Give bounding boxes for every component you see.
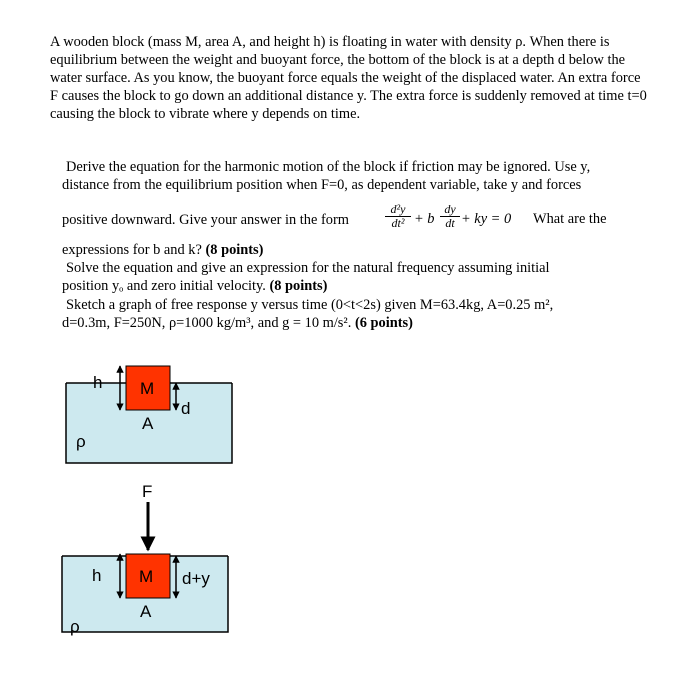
question-line-3: positive downward. Give your answer in the form [62, 212, 349, 228]
tank-top [66, 366, 232, 463]
question-line-4: expressions for b and k? (8 points) [62, 242, 264, 258]
label-m-top: M [140, 379, 155, 398]
label-dy-bottom: d+y [182, 569, 210, 588]
question-line-7: Sketch a graph of free response y versus time (0<t<2s) given M=63.4kg, A=0.25 m², [66, 297, 554, 313]
points-2: (8 points) [269, 278, 328, 294]
question-line-3-tail: What are the [533, 211, 607, 227]
equation-fraction-first-derivative: $\frac{dy}{dt}$ [440, 203, 460, 230]
label-h-top: h [93, 373, 103, 392]
question-line-2: distance from the equilibrium position when F=0, as dependent variable, take y and forces [62, 177, 582, 193]
question-line-1: Derive the equation for the harmonic motion of the block if friction may be ignored. Use y, [66, 159, 591, 175]
label-d-top: d [181, 399, 191, 418]
question-line-6: position yₒ and zero initial velocity. (8 points) [62, 278, 328, 294]
question-line-8: d=0.3m, F=250N, ρ=1000 kg/m³, and g = 10 m/s². (6 points) [62, 315, 413, 331]
equation-fraction-second-derivative: $\frac{\text{d²y}}{\text{dt²}}$ [385, 203, 411, 230]
label-rho-top: ρ [76, 432, 86, 451]
label-a-bottom: A [140, 602, 152, 621]
points-1: (8 points) [205, 242, 264, 258]
label-m-bottom: M [139, 567, 154, 586]
question-line-5: Solve the equation and give an expression for the natural frequency assuming initial [66, 260, 550, 276]
label-rho-bottom: ρ [70, 617, 80, 636]
tank-bottom [62, 482, 228, 636]
label-force: F [142, 482, 153, 501]
equation-plus-b: + b [414, 211, 435, 227]
equation-tail: + ky = 0 [461, 211, 512, 227]
problem-intro: A wooden block (mass M, area A, and height h) is floating in water with density ρ. When there is equilibrium between the weight and buoyant force, the bottom of the block is at a depth d below the water surface. As you know, the buoyant force equals the weight of the displaced water. An extra force F causes the block to go down an additional distance y. The extra force is suddenly removed at time t=0 causing the block to vibrate where y depends on time. [50, 34, 647, 122]
label-h-bottom: h [92, 566, 102, 585]
label-a-top: A [142, 414, 154, 433]
points-3: (6 points) [354, 315, 413, 331]
